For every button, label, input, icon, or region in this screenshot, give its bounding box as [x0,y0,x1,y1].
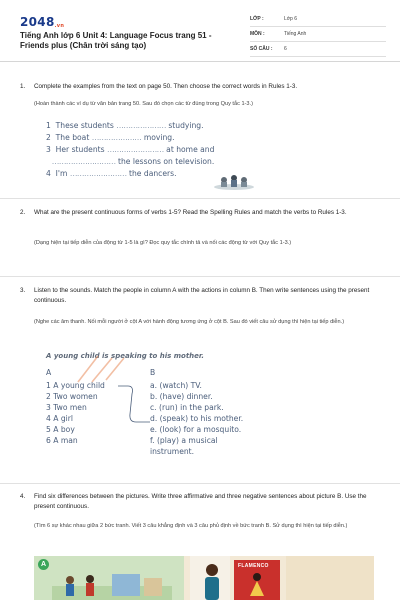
meta-key: SỐ CÂU : [250,46,273,52]
list-item: b. (have) dinner. [150,392,213,401]
line-number: 4 [46,169,51,178]
decorative-people-icon [212,172,256,190]
line-number: 1 [46,121,51,130]
line-start: The boat [55,133,90,142]
column-b-heading: B [150,368,156,377]
list-item: 1 A young child [46,381,105,390]
question-4-translation: (Tìm 6 sự khác nhau giữa 2 bức tranh. Viết 3 câu khẳng định và 3 câu phủ định về bức tranh B. Sử dụng thì hiện tại tiếp diễn.) [34,523,348,529]
dancer-icon [246,572,268,598]
meta-row-class [250,12,386,27]
list-item: f. (play) a musical [150,436,218,445]
exercise-line [46,169,177,178]
line-end: the lessons on television. [118,157,215,166]
list-item: e. (look) for a mosquito. [150,425,242,434]
question-number: 2. [20,209,26,216]
logo-suffix: .vn [54,23,65,29]
question-text: Listen to the sounds. Match the people in column A with the actions in column B. Then write sentences using the present continuous. [34,287,370,304]
list-item: 2 Two women [46,392,98,401]
line-start: These students [55,121,114,130]
section-divider [0,276,400,277]
picture-b-area [286,556,374,600]
column-b-list [150,380,243,457]
meta-value: Tiếng Anh [284,31,307,37]
section-divider [0,198,400,199]
question-text: Find six differences between the pictures. Write three affirmative and three negative sentences about picture B. Use the present continuous. [34,493,367,510]
blank-dots: ……………………… [46,157,116,166]
list-item: d. (speak) to his mother. [150,414,244,423]
exercise-line [46,145,214,154]
list-item: 4 A girl [46,414,74,423]
question-number: 3. [20,287,26,294]
meta-value: 6 [284,46,287,52]
question-2-translation: (Dạng hiện tại tiếp diễn của động từ 1-5 là gì? Đọc quy tắc chính tả và nối các động từ với Quy tắc 1-3.) [34,240,292,246]
line-start: Her students [55,145,105,154]
line-end: the dancers. [129,169,177,178]
site-logo[interactable] [20,15,64,29]
exercise-line [46,121,204,130]
line-end: moving. [143,133,175,142]
picture-a-label: A [38,559,49,570]
line-end: studying. [168,121,204,130]
list-item: instrument. [150,447,195,456]
meta-row-subject [250,27,386,42]
question-1-translation: (Hoàn thành các ví dụ từ văn bản trang 50. Sau đó chọn các từ đúng trong Quy tắc 1-3.) [34,101,253,107]
list-item: 5 A boy [46,425,75,434]
column-a-heading: A [46,368,52,377]
list-item: 6 A man [46,436,78,445]
question-1 [20,82,380,92]
blank-dots: ………………… [116,121,166,130]
flamenco-poster [234,560,280,600]
person-icon [200,562,224,600]
example-sentence: A young child is speaking to his mother. [46,352,205,360]
meta-table [250,12,386,57]
list-item: c. (run) in the park. [150,403,224,412]
meta-key: MÔN : [250,31,265,37]
line-number: 3 [46,145,51,154]
line-start: I'm [55,169,68,178]
exercise-line [46,157,214,166]
question-text: What are the present continuous forms of verbs 1-5? Read the Spelling Rules and match the verbs to Rules 1-3. [34,209,347,216]
question-text: Complete the examples from the text on page 50. Then choose the correct words in Rules 1-3. [34,83,298,90]
poster-title: FLAMENCO [238,563,269,569]
list-item: 3 Two men [46,403,87,412]
question-3-translation: (Nghe các âm thanh. Nối mỗi người ở cột A với hành động tương ứng ở cột B. Sau đó viết câu sử dụng thì hiện tại tiếp diễn.) [34,319,345,325]
column-a-list [46,380,105,446]
question-3 [20,286,380,306]
blank-dots: …………………… [69,169,127,178]
scene-a-illustration [52,570,172,600]
meta-row-count [250,42,386,57]
blank-dots: ………………… [91,133,142,142]
question-number: 4. [20,493,26,500]
line-end: at home and [166,145,215,154]
meta-value: Lớp 6 [284,16,298,22]
meta-key: LỚP : [250,16,264,22]
document-title: Tiếng Anh lớp 6 Unit 4: Language Focus trang 51 - Friends plus (Chân trời sáng tạo) [20,31,212,50]
question-number: 1. [20,83,26,90]
picture-a [34,556,184,600]
logo-text: 2048 [20,15,55,29]
question-4 [20,492,380,512]
picture-panel [34,556,374,600]
exercise-line [46,133,175,142]
page-header [0,0,400,62]
blank-dots: …………………… [107,145,164,154]
match-line [116,384,152,426]
picture-gap [190,556,230,600]
list-item: a. (watch) TV. [150,381,202,390]
section-divider [0,483,400,484]
line-number: 2 [46,133,51,142]
question-2 [20,208,380,218]
